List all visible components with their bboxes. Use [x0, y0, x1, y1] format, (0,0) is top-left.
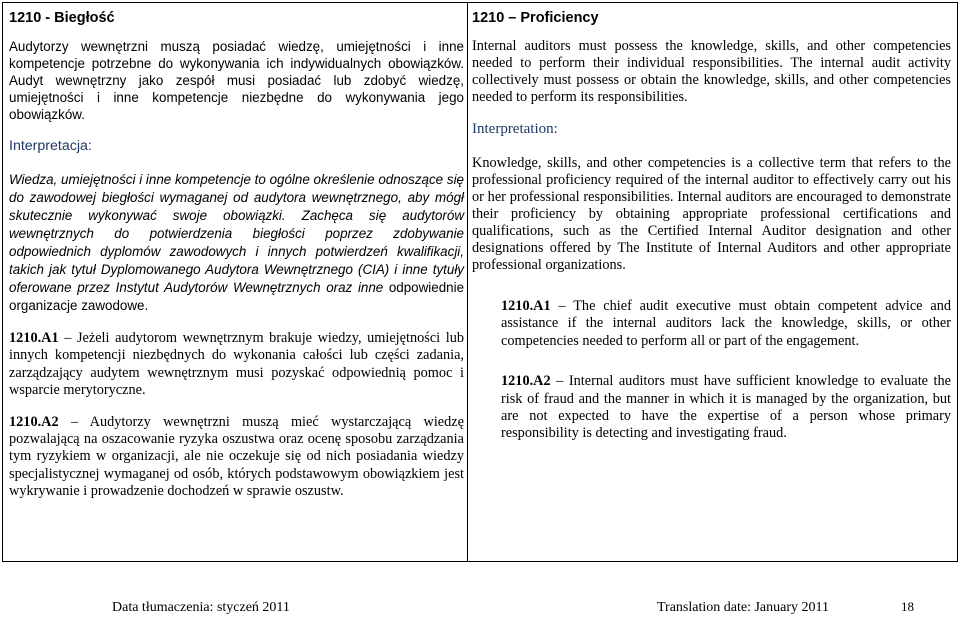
- polish-interpretation: [9, 171, 464, 315]
- polish-heading: 1210 - Biegłość: [9, 10, 115, 26]
- polish-a2-text: – Audytorzy wewnętrzni muszą mieć wystarczającą wiedzę pozwalającą na oszacowanie ryzyka oszustwa oraz ocenę sposobu zarządzania tym ryzykiem w organizacji, ale nie oczekuje się od nich posiadania wiedzy specjalistycznej wymaganej od osób, których podstawowym obowiązkiem jest wykrywanie i prowadzenie dochodzeń w sprawie oszustw.: [9, 413, 464, 500]
- footer-translation-date-en: Translation date: January 2011: [657, 600, 829, 615]
- polish-a2-code: 1210.A2: [9, 413, 59, 430]
- footer-translation-date-pl: Data tłumaczenia: styczeń 2011: [112, 600, 290, 615]
- english-column: [468, 3, 957, 561]
- english-standard-a2: [472, 373, 951, 443]
- polish-a1-text: – Jeżeli audytorom wewnętrznym brakuje wiedzy, umiejętności lub innych kompetencji niezbędnych do wykonania całości lub części zadania, zarządzający audytem wewnętrznym musi pozyskać odpowiednią pomoc i wsparcie merytoryczne.: [9, 329, 464, 399]
- polish-column: [3, 3, 468, 561]
- polish-standard-a2: [9, 414, 464, 501]
- polish-interpretation-tail: odpowiednie organizacje zawodowe.: [9, 279, 465, 313]
- english-heading: 1210 – Proficiency: [472, 10, 599, 26]
- english-interpretation: Knowledge, skills, and other competencies is a collective term that refers to the professional proficiency required of the internal auditor to effectively carry out his or her professional responsibilities. Internal auditors are encouraged to demonstrate their proficiency by obtaining appropriate professional certifications and qualifications, such as the Certified Internal Auditor designation and other designations offered by The Institute of Internal Auditors and other appropriate professional organizations.: [472, 154, 951, 273]
- bilingual-standard-table: [2, 2, 958, 562]
- english-a1-text: – The chief audit executive must obtain competent advice and assistance if the internal auditors lack the knowledge, skills, or other competencies needed to perform all or part of the engagement.: [501, 297, 951, 349]
- english-a2-text: – Internal auditors must have sufficient knowledge to evaluate the risk of fraud and the manner in which it is managed by the organization, but are not expected to have the expertise of a person whose primary responsibility is detecting and investigating fraud.: [501, 373, 951, 442]
- polish-interpretation-italic: Wiedza, umiejętności i inne kompetencje to ogólne określenie odnoszące się do zawodowej biegłości wymaganej od audytora wewnętrznego, aby mógł skutecznie wykonywać swoje obowiązki. Zachęca się audytorów wewnętrznych do potwierdzenia biegłości poprzez zdobywanie odpowiednich dyplomów zawodowych i innych potwierdzeń kwalifikacji, takich jak tytuł Dyplomowanego Audytora Wewnętrznego (CIA) i inne tytuły oferowane przez Instytut Audytorów Wewnętrznych oraz inne: [9, 171, 464, 295]
- polish-a1-code: 1210.A1: [9, 329, 59, 346]
- polish-intro: Audytorzy wewnętrzni muszą posiadać wiedzę, umiejętności i inne kompetencje potrzebne do wykonywania ich indywidualnych obowiązków. Audyt wewnętrzny jako zespół musi posiadać lub zdobyć wiedzę, umiejętności i inne kompetencje niezbędne do wykonywania jego obowiązków.: [9, 38, 464, 122]
- polish-interpretation-label: Interpretacja:: [9, 137, 92, 154]
- english-a1-code: 1210.A1: [501, 297, 551, 314]
- english-a2-code: 1210.A2: [501, 373, 551, 390]
- polish-standard-a1: [9, 330, 464, 400]
- english-standard-a1: [472, 298, 951, 350]
- english-intro: Internal auditors must possess the knowledge, skills, and other competencies needed to perform their individual responsibilities. The internal audit activity collectively must possess or obtain the knowledge, skills, and other competencies needed to perform its responsibilities.: [472, 37, 951, 105]
- page-number: 18: [901, 599, 914, 614]
- english-interpretation-label: Interpretation:: [472, 120, 558, 137]
